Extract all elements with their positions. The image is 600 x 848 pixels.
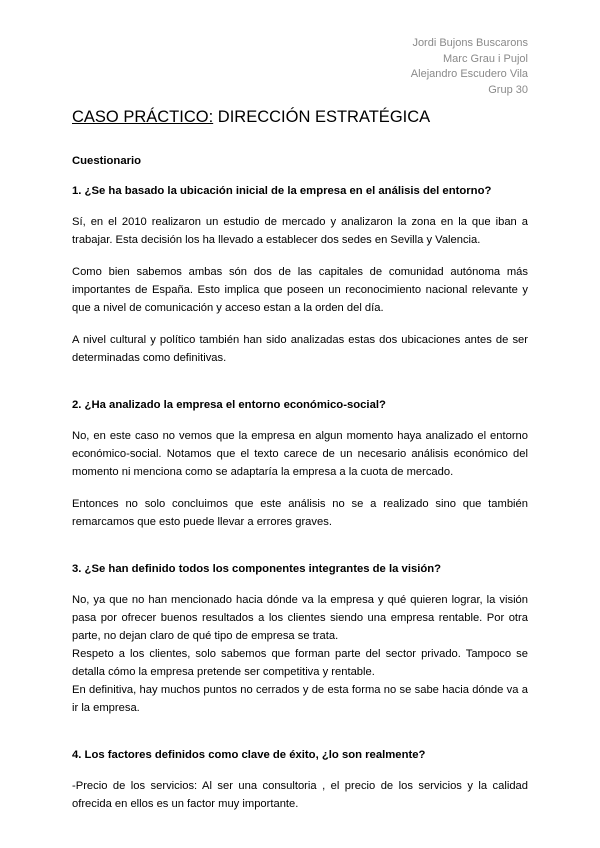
title-underlined: CASO PRÁCTICO: <box>72 108 214 126</box>
document-body <box>72 153 528 813</box>
author-name: Alejandro Escudero Vila <box>410 68 528 80</box>
answer-paragraph: Como bien sabemos ambas són dos de las capitales de comunidad autónoma más importantes de España. Esto implica que poseen un reconocimiento nacional relevante y que a nivel de comunicación y acceso estan a la orden del día. <box>72 266 528 314</box>
section-subtitle: Cuestionario <box>72 155 142 167</box>
answer-paragraph: Sí, en el 2010 realizaron un estudio de mercado y analizaron la zona en la que iban a trabajar. Esta decisión los ha llevado a establecer dos sedes en Sevilla y Valencia. <box>72 216 528 246</box>
question-1: 1. ¿Se ha basado la ubicación inicial de la empresa en el análisis del entorno? <box>72 185 492 197</box>
group-number: Grup 30 <box>488 83 528 96</box>
answer-paragraph: -Precio de los servicios: Al ser una consultoria , el precio de los servicios y la calidad ofrecida en ellos es un factor muy importante. <box>72 780 528 810</box>
title-rest: DIRECCIÓN ESTRATÉGICA <box>213 108 431 126</box>
answer-paragraph: Entonces no solo concluimos que este análisis no se a realizado sino que también remarcamos que esto puede llevar a errores graves. <box>72 498 528 528</box>
answer-paragraph: No, en este caso no vemos que la empresa en algun momento haya analizado el entorno económico-social. Notamos que el texto carece de un necesario análisis económico del momento ni menciona como se adaptaría la empresa a la cuota de mercado. <box>72 430 528 478</box>
question-3: 3. ¿Se han definido todos los componentes integrantes de la visión? <box>72 563 442 575</box>
answer-paragraph: A nivel cultural y político también han sido analizadas estas dos ubicaciones antes de ser determinadas como definitivas. <box>72 334 528 364</box>
author-name: Jordi Bujons Buscarons <box>412 37 528 49</box>
author-block <box>411 36 528 98</box>
question-2: 2. ¿Ha analizado la empresa el entorno económico-social? <box>72 399 386 411</box>
author-name: Marc Grau i Pujol <box>443 52 528 65</box>
answer-paragraph: No, ya que no han mencionado hacia dónde va la empresa y qué quieren lograr, la visión pasa por ofrecer buenos resultados a los clientes siendo una empresa rentable. Por otra parte, no dejan claro de qué tipo de empresa se trata. Respeto a los clientes, solo sabemos que forman parte del sector privado. Tampoco se detalla cómo la empresa pretende ser competitiva y rentable. En definitiva, hay muchos puntos no cerrados y de esta forma no se sabe hacia dónde va a ir la empresa. <box>72 594 528 714</box>
document-title <box>72 108 430 127</box>
question-4: 4. Los factores definidos como clave de éxito, ¿lo son realmente? <box>72 749 426 761</box>
